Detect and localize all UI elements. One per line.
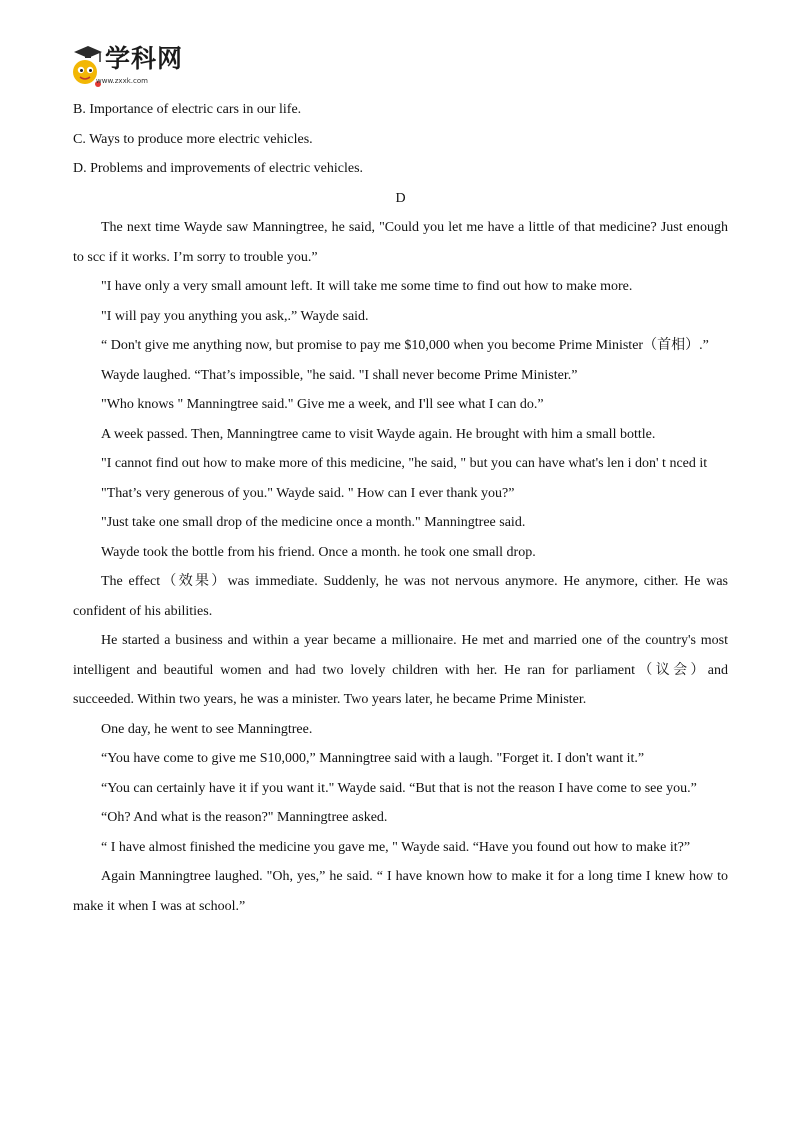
paragraph: “Oh? And what is the reason?" Manningtree asked. (101, 810, 388, 825)
paragraph: Wayde took the bottle from his friend. Once a month. he took one small drop. (101, 544, 536, 560)
document-body (73, 95, 728, 921)
paragraph: "I have only a very small amount left. It will take me some time to find out how to make more. (101, 279, 633, 294)
paragraph: "Just take one small drop of the medicine once a month." Manningtree said. (101, 515, 526, 530)
option-b: B. Importance of electric cars in our life. (73, 102, 302, 117)
paragraph: One day, he went to see Manningtree. (101, 721, 313, 737)
section-label: D (395, 190, 406, 206)
paragraph: A week passed. Then, Manningtree came to visit Wayde again. He brought with him a small bottle. (101, 426, 656, 442)
paragraph: “You can certainly have it if you want it." Wayde said. “But that is not the reason I have come to see you.” (101, 780, 697, 796)
paragraph: "That’s very generous of you." Wayde said. " How can I ever thank you?” (101, 485, 515, 501)
paragraph: He started a business and within a year became a millionaire. He met and married one of the country's most intelligent and beautiful women and had two lovely children with her. He ran for parliament（议会）and succeeded. Within two years, he was a minister. Two years later, he became Prime Minister. (73, 633, 728, 707)
paragraph: “You have come to give me S10,000,” Manningtree said with a laugh. "Forget it. I don't want it.” (101, 751, 645, 766)
paragraph: “ I have almost finished the medicine you gave me, " Wayde said. “Have you found out how to make it?” (101, 839, 691, 855)
paragraph: “ Don't give me anything now, but promise to pay me $10,000 when you become Prime Minister（首相）.” (101, 338, 709, 353)
paragraph: Again Manningtree laughed. "Oh, yes,” he said. “ I have known how to make it for a long time I knew how to make it when I was at school.” (73, 869, 728, 914)
logo-url: www.zxxk.com (96, 77, 148, 85)
paragraph: The effect（效果）was immediate. Suddenly, he was not nervous anymore. He anymore, cither. He was confident of his abilities. (73, 574, 728, 619)
paragraph: "I will pay you anything you ask,.” Wayde said. (101, 308, 369, 324)
site-logo (68, 44, 208, 94)
logo-text: 学科网 (105, 44, 184, 73)
paragraph: "Who knows " Manningtree said." Give me a week, and I'll see what I can do.” (101, 397, 544, 412)
option-c: C. Ways to produce more electric vehicles. (73, 131, 313, 147)
paragraph: "I cannot find out how to make more of this medicine, "he said, " but you can have what's len i don' t nced it (101, 456, 708, 471)
paragraph: Wayde laughed. “That’s impossible, "he said. "I shall never become Prime Minister.” (101, 367, 578, 383)
paragraph: The next time Wayde saw Manningtree, he said, "Could you let me have a little of that medicine? Just enough to scc if it works. I’m sorry to trouble you.” (73, 220, 728, 265)
option-d: D. Problems and improvements of electric vehicles. (73, 161, 364, 176)
